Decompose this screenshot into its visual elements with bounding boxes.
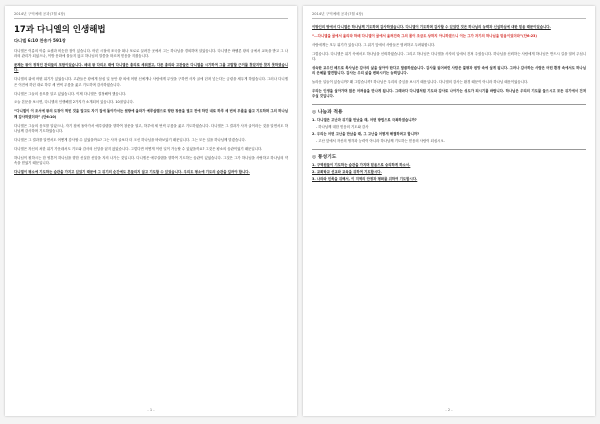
prayer-item: 3. 나라와 민족을 위해서, 이 지역의 안정과 평화를 위하여 기도합시다.	[312, 177, 418, 182]
discussion-answer: - 하나님께 대한 믿음의 기도와 감사	[316, 124, 369, 129]
paragraph-emphasis: 우리는 인생을 살아가며 많은 어려움을 만나게 됩니다. 그때마다 다니엘처럼 기도와 감사로 나아가는 성도가 되시기를 바랍니다. 하나님은 우리의 기도를 들으시고 모든 위기에서 건져 주실 것입니다.	[312, 88, 586, 99]
discussion-question: 1. 다니엘은 고난과 위기를 만났을 때, 어떤 방법으로 극복하였습니까?	[312, 117, 417, 122]
paragraph: 다니엘은 그들의 음모를 알았으나, 자기 집에 돌아가서 예루살렘을 향하여 창문을 열고, 하루에 세 번씩 무릎을 꿇고 기도하였습니다. 다니엘은 그 결과가 사자 굴이라는 것을 알면서도 하나님께 감사하며 기도하였습니다.	[14, 123, 288, 133]
page-1	[5, 6, 297, 416]
page-number: - 1 -	[147, 407, 155, 412]
page-2	[303, 6, 595, 416]
paragraph: 그렇습니다. 다니엘은 위기 속에서도 하나님을 신뢰하였습니다. 그리고 하나님은 다니엘을 사자의 입에서 건져 주셨습니다. 하나님을 신뢰하는 사람에게 하나님은 반드시 길을 열어 주십니다.	[312, 51, 586, 61]
page-number: - 2 -	[445, 407, 453, 412]
running-header: 2014년 구역예배 공과(7월 4장)	[312, 12, 586, 19]
paragraph: 다니엘은 그 결과를 알면서도 어떻게 감사할 수 있었을까요? 그는 사자 굴보다 더 크신 하나님을 바라보았기 때문입니다. 그는 모든 일을 하나님께 맡겼습니다.	[14, 137, 246, 142]
discussion-heading: ◎ 나눔과 적용	[312, 109, 343, 115]
section-divider	[312, 104, 586, 105]
running-header: 2014년 구역예배 공과(7월 4장)	[14, 12, 288, 19]
section-divider	[312, 149, 586, 150]
paragraph: 다니엘은 자신의 처한 위기 가운데서도 기도와 감사의 신앙을 잃지 않았습니다. 그렇다면 어떻게 이런 일이 가능할 수 있었을까요? 그것은 평소의 습관이었기 때문입니다.	[14, 146, 263, 151]
discussion-answer: - 고난 앞에서 자신의 생각과 능력이 아니라 하나님께 기도하는 믿음의 사람이 되십시오.	[316, 139, 445, 144]
prayer-heading: ◎ 통성기도	[312, 154, 337, 160]
paragraph: 다니엘은 그들의 음모를 알고 있었습니다. 이제 다니엘은 결정해야 했습니다.	[14, 91, 127, 96]
paragraph-emphasis: 이방인의 땅에서 다니엘은 하나님께 기도하며 감사하였습니다. 다니엘이 기도하며 감사할 수 있었던 것은 하나님의 능력과 신실하심에 대한 믿음 때문이었습니다.	[312, 25, 551, 29]
discussion-question: 2. 우리는 어떤 고난을 만났을 때, 그 고난을 어떻게 해결하려고 합니까?	[312, 132, 420, 137]
prayer-item: 2. 교회학교 선교와 교육을 위하여 기도합시다.	[312, 170, 382, 175]
paragraph: 오늘 본문을 보시면, 다니엘의 인생해법 2가지가 소개되어 있습니다. 10절입니다.	[14, 100, 134, 105]
paragraph: 하나님이 원하시는 한 영혼이 하나님을 향한 신실한 신앙을 지켜 나가는 것입니다. 다니엘은 예루살렘을 향하여 기도하는 습관이 있었습니다. 그것은 그가 하나님을 사랑하고 하나님의 약속을 믿었기 때문입니다.	[14, 155, 288, 165]
paragraph-emphasis: 문제는 왕이 정적인 관리들의 모함이었습니다. 메대 왕 다리오 때에 다니엘은 총리로 세워졌고, 다른 총리와 고관들은 다니엘을 시기하여 그를 고발할 근거를 찾았지만 찾지 못하였습니다.	[14, 63, 288, 73]
paragraph-emphasis: 성숙한 교우인 베드로 목사님은 감사의 삶을 살아야 한다고 말씀하셨습니다. 감사를 잃어버린 사람은 불평과 원망 속에 살게 됩니다. 그러나 감사하는 사람은 어떤 환경 속에서도 하나님의 은혜를 발견합니다. 감사는 우리 삶을 변화시키는 능력입니다.	[312, 65, 586, 76]
paragraph: 다니엘의 위에 어떤 위기가 있었습니다. 고관들은 왕에게 삼십 일 동안 왕 외에 어떤 신에게나 사람에게 무엇을 구하면 사자 굴에 던져 넣는다는 금령을 세우게 하였습니다. 그러나 다니엘은 이전에 하던 대로 하루 세 번씩 무릎을 꿇고 기도하며 감사하였습니다.	[14, 77, 288, 87]
paragraph: 사람에게는 모두 위기가 있습니다. 그 위기 앞에서 사람들은 염려하고 두려워합니다.	[312, 42, 436, 47]
paragraph: 다니엘은 이름의 아름 요셉과 비슷한 점이 있습니다. 어린 시절에 조국을 떠나 포로로 끌려간 곳에서 그는 하나님을 경외하며 살았습니다. 다니엘은 바벨론 왕의 궁에서 교육을 받고 그 나라의 관리가 되었으나, 이방 문화에 물들지 않고 하나님의 말씀을 따르며 믿음을 지켰습니다.	[14, 49, 288, 59]
scripture-quote-highlight: “…다니엘을 굴에서 올리라 하매 다니엘이 굴에서 올려진즉 그의 몸이 조금도 상하지 아니하였으니 이는 그가 자기의 하나님을 믿음이었더라”(단6:23)	[312, 33, 537, 38]
paragraph: 놀라운 일들이 있습니까? 왜 그렇습니까? 하나님은 우리의 중심을 보시기 때문입니다. 다니엘의 감사는 환경 때문이 아니라 하나님 때문이었습니다.	[312, 80, 529, 85]
paragraph-emphasis: 다니엘이 평소에 기도하는 습관을 가지고 있었기 때문에 그 위기의 순간에도 흔들리지 않고 기도할 수 있었습니다. 우리도 평소에 기도의 습관을 길러야 합니다.	[14, 169, 250, 174]
scripture-quote: “다니엘이 이 조서에 왕의 도장이 찍힌 것을 알고도 자기 집에 돌아가서는 윗방에 올라가 예루살렘으로 향한 창문을 열고 전에 하던 대로 하루 세 번씩 무릎을 꿇고 기도하며 그의 하나님께 감사하였더라” (단6:10)	[14, 109, 288, 119]
lesson-title: 17과 다니엘의 인생해법	[14, 25, 106, 35]
prayer-item: 1. 구역원들이 기도하는 습관을 가지며 믿음으로 승리하게 하소서.	[312, 162, 411, 167]
scripture-reference: 다니엘 6:10 찬송가 591장	[14, 38, 66, 43]
